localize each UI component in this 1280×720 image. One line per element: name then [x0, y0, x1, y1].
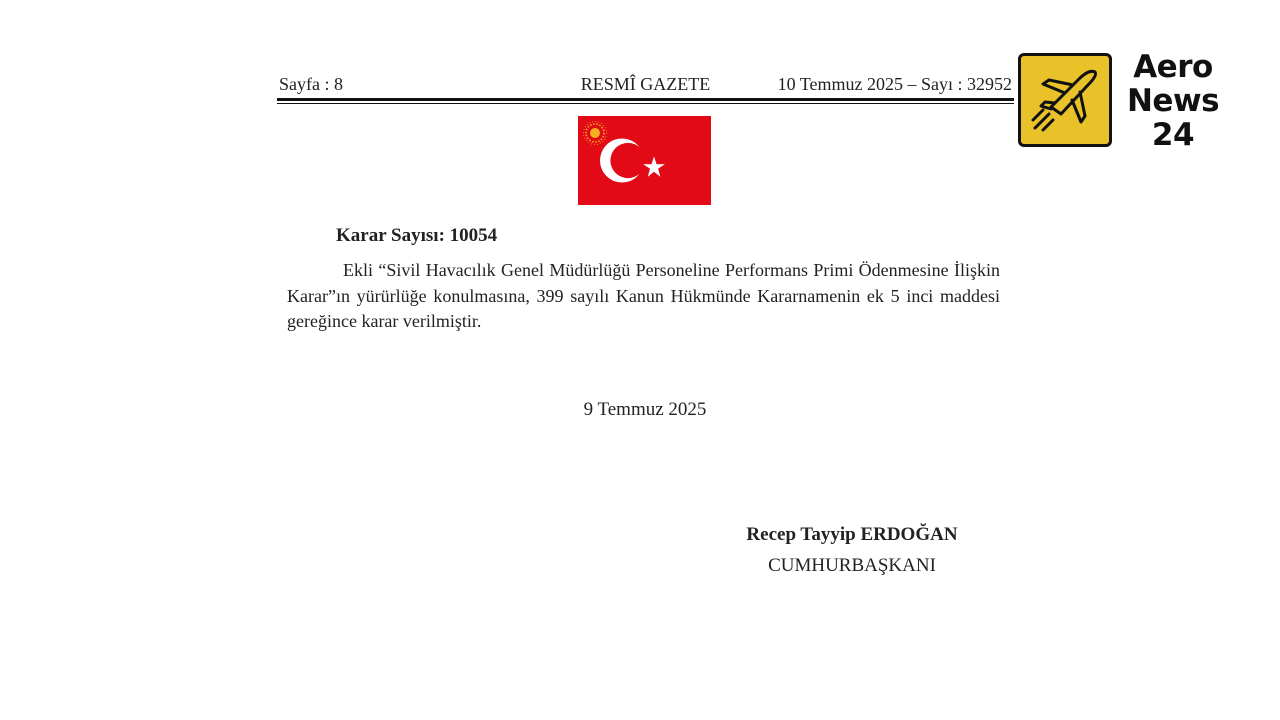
signatory-title: CUMHURBAŞKANI [768, 555, 936, 576]
logo-line-24: 24 [1151, 117, 1195, 153]
logo-wordmark [1118, 50, 1228, 152]
logo-line-news: News [1126, 83, 1220, 119]
signatory-name: Recep Tayyip ERDOĞAN [746, 524, 958, 545]
turkish-flag [578, 116, 711, 205]
signature-block [722, 523, 982, 578]
flag-graphic [578, 116, 711, 205]
page-number: Sayfa : 8 [279, 74, 343, 94]
header-rule-thin [277, 103, 1014, 104]
airplane-icon [1021, 56, 1109, 144]
aeronews24-logo [1018, 49, 1228, 153]
header-rule-thick [277, 98, 1014, 101]
logo-badge [1018, 53, 1112, 147]
decision-body: Ekli “Sivil Havacılık Genel Müdürlüğü Personeline Performans Primi Ödenmesine İlişkin Karar”ın yürürlüğe konulmasına, 399 sayılı Kanun Hükmünde Kararnamenin ek 5 inci maddesi gereğince karar verilmiştir. [287, 260, 1000, 331]
gazette-header [277, 72, 1014, 96]
decision-number: Karar Sayısı: 10054 [336, 225, 498, 246]
issue-date: 10 Temmuz 2025 – Sayı : 32952 [777, 74, 1012, 94]
logo-line-aero: Aero [1133, 49, 1213, 85]
publication-title: RESMÎ GAZETE [580, 74, 711, 94]
decision-date: 9 Temmuz 2025 [583, 399, 707, 420]
